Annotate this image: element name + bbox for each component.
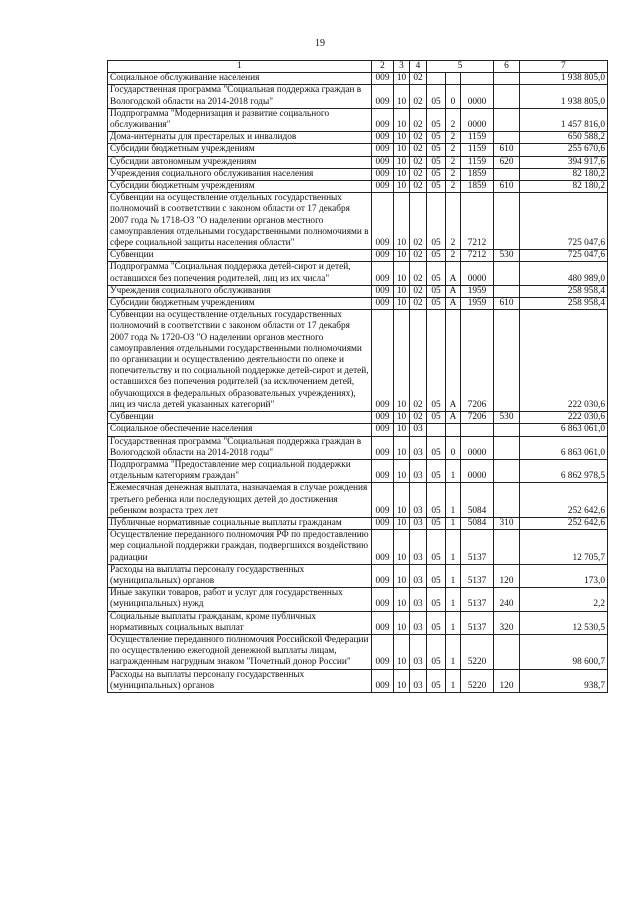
program-code-cell: 05 xyxy=(427,634,446,669)
table-row xyxy=(108,564,608,587)
table-row xyxy=(108,634,608,669)
row-name-cell: Субсидии бюджетным учреждениям xyxy=(108,298,372,310)
subsection-code-cell: 02 xyxy=(410,168,427,180)
section-code-cell: 10 xyxy=(394,564,410,587)
section-code-cell: 10 xyxy=(394,634,410,669)
row-name-cell: Учреждения социального обслуживания xyxy=(108,285,372,297)
expense-type-code-cell xyxy=(494,168,520,180)
amount-cell: 1 457 816,0 xyxy=(520,108,608,131)
section-code-cell: 10 xyxy=(394,285,410,297)
subprogram-code-cell: А xyxy=(446,298,461,310)
subsection-code-cell: 02 xyxy=(410,108,427,131)
expense-type-code-cell: 530 xyxy=(494,250,520,262)
program-code-cell: 05 xyxy=(427,459,446,482)
amount-cell: 252 642,6 xyxy=(520,483,608,518)
table-row xyxy=(108,168,608,180)
header-row xyxy=(108,61,608,73)
subprogram-code-cell: 1 xyxy=(446,564,461,587)
program-code-cell: 05 xyxy=(427,483,446,518)
direction-code-cell: 5084 xyxy=(461,517,494,529)
table-row xyxy=(108,483,608,518)
ministry-code-cell: 009 xyxy=(372,132,394,144)
amount-cell: 98 600,7 xyxy=(520,634,608,669)
section-code-cell: 10 xyxy=(394,181,410,193)
ministry-code-cell: 009 xyxy=(372,144,394,156)
expense-type-code-cell: 120 xyxy=(494,564,520,587)
subprogram-code-cell xyxy=(446,73,461,85)
direction-code-cell: 1159 xyxy=(461,156,494,168)
amount-cell: 1 938 805,0 xyxy=(520,73,608,85)
expense-type-code-cell xyxy=(494,483,520,518)
table-row xyxy=(108,412,608,424)
ministry-code-cell: 009 xyxy=(372,250,394,262)
program-code-cell: 05 xyxy=(427,250,446,262)
direction-code-cell: 1859 xyxy=(461,181,494,193)
amount-cell: 82 180,2 xyxy=(520,181,608,193)
table-row xyxy=(108,669,608,692)
table-row xyxy=(108,310,608,412)
subprogram-code-cell: 1 xyxy=(446,669,461,692)
direction-code-cell: 0000 xyxy=(461,459,494,482)
row-name-cell: Субвенции на осуществление отдельных государственных полномочий в соответствии с законом области от 17 декабря 2007 года № 1718-ОЗ "О наделении органов местного самоуправления отдельными государственными полномочиями в сфере социальной защиты населения области" xyxy=(108,193,372,250)
section-code-cell: 10 xyxy=(394,132,410,144)
direction-code-cell xyxy=(461,424,494,436)
row-name-cell: Расходы на выплаты персоналу государственных (муниципальных) органов xyxy=(108,669,372,692)
expense-type-code-cell xyxy=(494,310,520,412)
section-code-cell: 10 xyxy=(394,424,410,436)
ministry-code-cell: 009 xyxy=(372,669,394,692)
row-name-cell: Социальное обеспечение населения xyxy=(108,424,372,436)
ministry-code-cell: 009 xyxy=(372,517,394,529)
amount-cell: 725 047,6 xyxy=(520,193,608,250)
table-row xyxy=(108,436,608,459)
program-code-cell: 05 xyxy=(427,85,446,108)
subprogram-code-cell: 2 xyxy=(446,168,461,180)
expense-type-code-cell xyxy=(494,424,520,436)
program-code-cell: 05 xyxy=(427,611,446,634)
row-name-cell: Ежемесячная денежная выплата, назначаемая в случае рождения третьего ребенка или последующих детей до достижения ребенком возраста трех лет xyxy=(108,483,372,518)
amount-cell: 258 958,4 xyxy=(520,285,608,297)
ministry-code-cell: 009 xyxy=(372,108,394,131)
subsection-code-cell: 03 xyxy=(410,634,427,669)
program-code-cell: 05 xyxy=(427,285,446,297)
section-code-cell: 10 xyxy=(394,108,410,131)
subprogram-code-cell: 2 xyxy=(446,132,461,144)
amount-cell: 252 642,6 xyxy=(520,517,608,529)
direction-code-cell: 1959 xyxy=(461,298,494,310)
subprogram-code-cell: А xyxy=(446,412,461,424)
section-code-cell: 10 xyxy=(394,144,410,156)
expense-type-code-cell xyxy=(494,634,520,669)
direction-code-cell: 1159 xyxy=(461,132,494,144)
program-code-cell: 05 xyxy=(427,168,446,180)
program-code-cell: 05 xyxy=(427,564,446,587)
expense-type-code-cell: 530 xyxy=(494,412,520,424)
direction-code-cell: 5137 xyxy=(461,588,494,611)
ministry-code-cell: 009 xyxy=(372,634,394,669)
amount-cell: 2,2 xyxy=(520,588,608,611)
program-code-cell xyxy=(427,424,446,436)
table-row xyxy=(108,193,608,250)
row-name-cell: Субвенции xyxy=(108,250,372,262)
amount-cell: 82 180,2 xyxy=(520,168,608,180)
subsection-code-cell: 02 xyxy=(410,156,427,168)
expense-type-code-cell xyxy=(494,436,520,459)
expense-type-code-cell: 120 xyxy=(494,669,520,692)
table-row xyxy=(108,611,608,634)
expense-type-code-cell xyxy=(494,73,520,85)
section-code-cell: 10 xyxy=(394,73,410,85)
subsection-code-cell: 03 xyxy=(410,530,427,565)
program-code-cell: 05 xyxy=(427,144,446,156)
amount-cell: 6 862 978,5 xyxy=(520,459,608,482)
ministry-code-cell: 009 xyxy=(372,298,394,310)
amount-cell: 258 958,4 xyxy=(520,298,608,310)
direction-code-cell: 7206 xyxy=(461,412,494,424)
subsection-code-cell: 03 xyxy=(410,424,427,436)
subsection-code-cell: 03 xyxy=(410,483,427,518)
program-code-cell: 05 xyxy=(427,669,446,692)
ministry-code-cell: 009 xyxy=(372,310,394,412)
program-code-cell: 05 xyxy=(427,436,446,459)
section-code-cell: 10 xyxy=(394,298,410,310)
row-name-cell: Осуществление переданного полномочия РФ по предоставлению мер социальной поддержки граждан, подвергшихся воздействию радиации xyxy=(108,530,372,565)
subsection-code-cell: 03 xyxy=(410,459,427,482)
subprogram-code-cell: 0 xyxy=(446,436,461,459)
amount-cell: 222 030,6 xyxy=(520,310,608,412)
table-row xyxy=(108,262,608,285)
subprogram-code-cell: А xyxy=(446,262,461,285)
section-code-cell: 10 xyxy=(394,517,410,529)
subprogram-code-cell: 1 xyxy=(446,634,461,669)
program-code-cell: 05 xyxy=(427,262,446,285)
subsection-code-cell: 03 xyxy=(410,517,427,529)
row-name-cell: Подпрограмма "Предоставление мер социальной поддержки отдельным категориям граждан" xyxy=(108,459,372,482)
table-row xyxy=(108,250,608,262)
subprogram-code-cell: 1 xyxy=(446,611,461,634)
direction-code-cell: 1859 xyxy=(461,168,494,180)
row-name-cell: Субвенции xyxy=(108,412,372,424)
direction-code-cell: 5137 xyxy=(461,530,494,565)
row-name-cell: Социальное обслуживание населения xyxy=(108,73,372,85)
direction-code-cell: 0000 xyxy=(461,262,494,285)
row-name-cell: Расходы на выплаты персоналу государственных (муниципальных) органов xyxy=(108,564,372,587)
table-row xyxy=(108,285,608,297)
direction-code-cell: 1159 xyxy=(461,144,494,156)
header-cell: 1 xyxy=(108,61,372,73)
program-code-cell: 05 xyxy=(427,588,446,611)
subsection-code-cell: 02 xyxy=(410,285,427,297)
ministry-code-cell: 009 xyxy=(372,193,394,250)
subprogram-code-cell: А xyxy=(446,285,461,297)
ministry-code-cell: 009 xyxy=(372,611,394,634)
subsection-code-cell: 02 xyxy=(410,132,427,144)
header-cell: 5 xyxy=(427,61,494,73)
section-code-cell: 10 xyxy=(394,250,410,262)
subsection-code-cell: 02 xyxy=(410,262,427,285)
expense-type-code-cell: 620 xyxy=(494,156,520,168)
table-row xyxy=(108,73,608,85)
section-code-cell: 10 xyxy=(394,436,410,459)
section-code-cell: 10 xyxy=(394,611,410,634)
subsection-code-cell: 02 xyxy=(410,73,427,85)
page-number: 19 xyxy=(315,38,325,49)
amount-cell: 255 670,6 xyxy=(520,144,608,156)
row-name-cell: Государственная программа "Социальная поддержка граждан в Вологодской области на 2014-2018 годы" xyxy=(108,436,372,459)
direction-code-cell: 7212 xyxy=(461,250,494,262)
table-row xyxy=(108,424,608,436)
program-code-cell: 05 xyxy=(427,108,446,131)
subprogram-code-cell: 1 xyxy=(446,530,461,565)
row-name-cell: Субсидии автономным учреждениям xyxy=(108,156,372,168)
row-name-cell: Государственная программа "Социальная поддержка граждан в Вологодской области на 2014-2018 годы" xyxy=(108,85,372,108)
section-code-cell: 10 xyxy=(394,168,410,180)
table-row xyxy=(108,108,608,131)
program-code-cell xyxy=(427,73,446,85)
expense-type-code-cell xyxy=(494,108,520,131)
row-name-cell: Публичные нормативные социальные выплаты гражданам xyxy=(108,517,372,529)
direction-code-cell: 5137 xyxy=(461,564,494,587)
program-code-cell: 05 xyxy=(427,517,446,529)
expense-type-code-cell: 320 xyxy=(494,611,520,634)
amount-cell: 6 863 061,0 xyxy=(520,424,608,436)
row-name-cell: Осуществление переданного полномочия Российской Федерации по осуществлению ежегодной денежной выплаты лицам, награжденным нагрудным знаком "Почетный донор России" xyxy=(108,634,372,669)
subsection-code-cell: 03 xyxy=(410,436,427,459)
direction-code-cell: 5220 xyxy=(461,634,494,669)
section-code-cell: 10 xyxy=(394,310,410,412)
subprogram-code-cell: 2 xyxy=(446,250,461,262)
subprogram-code-cell: А xyxy=(446,310,461,412)
subsection-code-cell: 02 xyxy=(410,250,427,262)
header-cell: 7 xyxy=(520,61,608,73)
direction-code-cell: 0000 xyxy=(461,85,494,108)
ministry-code-cell: 009 xyxy=(372,85,394,108)
row-name-cell: Субвенции на осуществление отдельных государственных полномочий в соответствии с законом области от 17 декабря 2007 года № 1720-ОЗ "О наделении органов местного самоуправления отдельными государственными полномочиями по организации и осуществлению деятельности по опеке и попечительству и по социальной поддержке детей-сирот и детей, оставшихся без попечения родителей (за исключением детей, обучающихся в федеральных образовательных учреждениях), лиц из числа детей указанных категорий" xyxy=(108,310,372,412)
section-code-cell: 10 xyxy=(394,412,410,424)
subprogram-code-cell: 2 xyxy=(446,156,461,168)
direction-code-cell: 7206 xyxy=(461,310,494,412)
amount-cell: 173,0 xyxy=(520,564,608,587)
direction-code-cell: 7212 xyxy=(461,193,494,250)
expense-type-code-cell: 310 xyxy=(494,517,520,529)
expense-type-code-cell xyxy=(494,285,520,297)
subsection-code-cell: 02 xyxy=(410,85,427,108)
row-name-cell: Субсидии бюджетным учреждениям xyxy=(108,181,372,193)
amount-cell: 12 530,5 xyxy=(520,611,608,634)
expense-type-code-cell: 610 xyxy=(494,144,520,156)
ministry-code-cell: 009 xyxy=(372,73,394,85)
subsection-code-cell: 02 xyxy=(410,144,427,156)
ministry-code-cell: 009 xyxy=(372,412,394,424)
table-row xyxy=(108,517,608,529)
section-code-cell: 10 xyxy=(394,588,410,611)
amount-cell: 725 047,6 xyxy=(520,250,608,262)
header-cell: 4 xyxy=(410,61,427,73)
subprogram-code-cell: 1 xyxy=(446,459,461,482)
ministry-code-cell: 009 xyxy=(372,285,394,297)
program-code-cell: 05 xyxy=(427,530,446,565)
subsection-code-cell: 02 xyxy=(410,310,427,412)
header-cell: 3 xyxy=(394,61,410,73)
ministry-code-cell: 009 xyxy=(372,588,394,611)
amount-cell: 394 917,6 xyxy=(520,156,608,168)
header-cell: 2 xyxy=(372,61,394,73)
direction-code-cell: 0000 xyxy=(461,108,494,131)
amount-cell: 938,7 xyxy=(520,669,608,692)
row-name-cell: Дома-интернаты для престарелых и инвалидов xyxy=(108,132,372,144)
subprogram-code-cell: 2 xyxy=(446,181,461,193)
ministry-code-cell: 009 xyxy=(372,483,394,518)
ministry-code-cell: 009 xyxy=(372,436,394,459)
section-code-cell: 10 xyxy=(394,156,410,168)
expense-type-code-cell xyxy=(494,85,520,108)
row-name-cell: Подпрограмма "Модернизация и развитие социального обслуживания" xyxy=(108,108,372,131)
table-row xyxy=(108,298,608,310)
subprogram-code-cell: 1 xyxy=(446,483,461,518)
amount-cell: 12 705,7 xyxy=(520,530,608,565)
direction-code-cell xyxy=(461,73,494,85)
table-row xyxy=(108,530,608,565)
subprogram-code-cell: 1 xyxy=(446,517,461,529)
section-code-cell: 10 xyxy=(394,530,410,565)
ministry-code-cell: 009 xyxy=(372,168,394,180)
direction-code-cell: 1959 xyxy=(461,285,494,297)
ministry-code-cell: 009 xyxy=(372,424,394,436)
row-name-cell: Социальные выплаты гражданам, кроме публичных нормативных социальных выплат xyxy=(108,611,372,634)
table-row xyxy=(108,588,608,611)
amount-cell: 650 588,2 xyxy=(520,132,608,144)
section-code-cell: 10 xyxy=(394,193,410,250)
program-code-cell: 05 xyxy=(427,310,446,412)
table-row xyxy=(108,181,608,193)
direction-code-cell: 5220 xyxy=(461,669,494,692)
row-name-cell: Иные закупки товаров, работ и услуг для государственных (муниципальных) нужд xyxy=(108,588,372,611)
amount-cell: 1 938 805,0 xyxy=(520,85,608,108)
direction-code-cell: 5084 xyxy=(461,483,494,518)
table-row xyxy=(108,132,608,144)
table-row xyxy=(108,144,608,156)
ministry-code-cell: 009 xyxy=(372,564,394,587)
program-code-cell: 05 xyxy=(427,181,446,193)
subprogram-code-cell: 0 xyxy=(446,85,461,108)
amount-cell: 480 989,0 xyxy=(520,262,608,285)
ministry-code-cell: 009 xyxy=(372,181,394,193)
direction-code-cell: 5137 xyxy=(461,611,494,634)
amount-cell: 6 863 061,0 xyxy=(520,436,608,459)
subprogram-code-cell xyxy=(446,424,461,436)
row-name-cell: Учреждения социального обслуживания населения xyxy=(108,168,372,180)
budget-table xyxy=(107,60,608,693)
row-name-cell: Подпрограмма "Социальная поддержка детей-сирот и детей, оставшихся без попечения родителей, лиц из их числа" xyxy=(108,262,372,285)
subsection-code-cell: 03 xyxy=(410,588,427,611)
subprogram-code-cell: 2 xyxy=(446,108,461,131)
program-code-cell: 05 xyxy=(427,156,446,168)
amount-cell: 222 030,6 xyxy=(520,412,608,424)
subsection-code-cell: 02 xyxy=(410,412,427,424)
subsection-code-cell: 02 xyxy=(410,298,427,310)
subsection-code-cell: 02 xyxy=(410,193,427,250)
ministry-code-cell: 009 xyxy=(372,530,394,565)
ministry-code-cell: 009 xyxy=(372,156,394,168)
expense-type-code-cell: 610 xyxy=(494,181,520,193)
expense-type-code-cell xyxy=(494,530,520,565)
table-row xyxy=(108,459,608,482)
subprogram-code-cell: 2 xyxy=(446,193,461,250)
subsection-code-cell: 02 xyxy=(410,181,427,193)
section-code-cell: 10 xyxy=(394,85,410,108)
section-code-cell: 10 xyxy=(394,459,410,482)
table-row xyxy=(108,156,608,168)
program-code-cell: 05 xyxy=(427,298,446,310)
program-code-cell: 05 xyxy=(427,412,446,424)
row-name-cell: Субсидии бюджетным учреждениям xyxy=(108,144,372,156)
program-code-cell: 05 xyxy=(427,132,446,144)
subsection-code-cell: 03 xyxy=(410,611,427,634)
expense-type-code-cell xyxy=(494,262,520,285)
ministry-code-cell: 009 xyxy=(372,262,394,285)
section-code-cell: 10 xyxy=(394,262,410,285)
expense-type-code-cell xyxy=(494,193,520,250)
subsection-code-cell: 03 xyxy=(410,564,427,587)
program-code-cell: 05 xyxy=(427,193,446,250)
subprogram-code-cell: 1 xyxy=(446,588,461,611)
ministry-code-cell: 009 xyxy=(372,459,394,482)
header-cell: 6 xyxy=(494,61,520,73)
subprogram-code-cell: 2 xyxy=(446,144,461,156)
table-row xyxy=(108,85,608,108)
expense-type-code-cell: 610 xyxy=(494,298,520,310)
expense-type-code-cell xyxy=(494,132,520,144)
expense-type-code-cell: 240 xyxy=(494,588,520,611)
direction-code-cell: 0000 xyxy=(461,436,494,459)
expense-type-code-cell xyxy=(494,459,520,482)
section-code-cell: 10 xyxy=(394,669,410,692)
section-code-cell: 10 xyxy=(394,483,410,518)
subsection-code-cell: 03 xyxy=(410,669,427,692)
